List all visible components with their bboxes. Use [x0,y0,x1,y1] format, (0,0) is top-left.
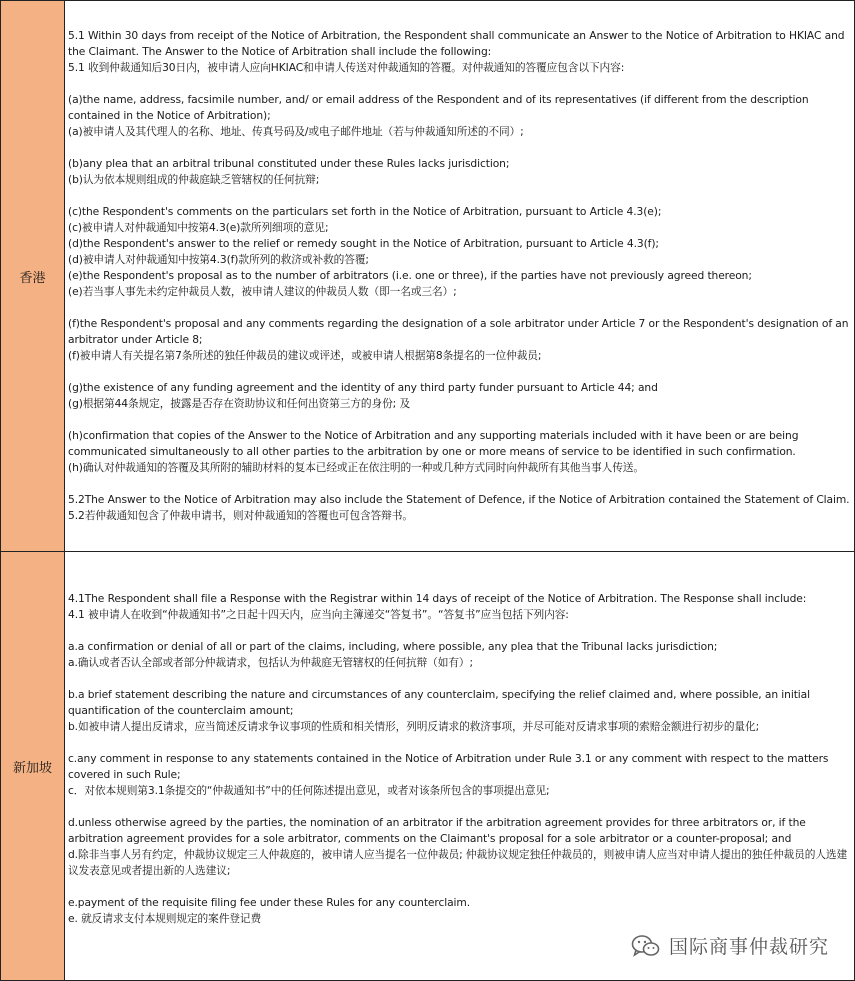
paragraph-line: b.如被申请人提出反请求，应当简述反请求争议事项的性质和相关情形，列明反请求的救济事项，并尽可能对反请求事项的索赔金额进行初步的量化; [68,720,760,733]
paragraph-line: c.any comment in response to any statements contained in the Notice of Arbitration under Rule 3.1 or any comment with respect to the matters covered in such Rule; [68,752,829,781]
paragraph-block [68,591,850,623]
paragraph-line: (a)the name, address, facsimile number, and/ or email address of the Respondent and of its representatives (if different from the description contained in the Notice of Arbitration); [68,93,809,122]
paragraph-block [68,92,850,140]
row-label-text: 香港 [19,270,46,286]
paragraph-line: 5.2The Answer to the Notice of Arbitration may also include the Statement of Defence, if the Notice of Arbitration contained the Statement of Claim. [68,493,850,506]
paragraph-line: 5.1 Within 30 days from receipt of the Notice of Arbitration, the Respondent shall communicate an Answer to the Notice of Arbitration to HKIAC and the Claimant. The Answer to the Notice of Arbitration shall include the following: [68,29,845,58]
rules-text-singapore [65,552,855,980]
paragraph-block [68,895,850,927]
row-singapore [0,551,855,981]
paragraph-line: (e)the Respondent's proposal as to the number of arbitrators (i.e. one or three), if the parties have not previously agreed thereon; [68,269,752,282]
paragraph-line: (c)被申请人对仲裁通知中按第4.3(e)款所列细项的意见; [68,221,329,234]
paragraph-block [68,815,850,879]
paragraph-block [68,751,850,799]
paragraph-line: e. 就反请求支付本规则规定的案件登记费 [68,912,262,925]
paragraph-block [68,639,850,671]
paragraph-line: (h)确认对仲裁通知的答覆及其所附的辅助材料的复本已经或正在依注明的一种或几种方式同时向仲裁所有其他当事人传送。 [68,461,644,474]
paragraph-block [68,204,850,300]
paragraph-line: e.payment of the requisite filing fee under these Rules for any counterclaim. [68,896,471,909]
paragraph-block [68,492,850,524]
paragraph-line: (b)认为依本规则组成的仲裁庭缺乏管辖权的任何抗辩; [68,173,320,186]
paragraph-line: 5.1 收到仲裁通知后30日内，被申请人应向HKIAC和申请人传送对仲裁通知的答覆。对仲裁通知的答覆应包含以下内容: [68,61,625,74]
paragraph-line: (h)confirmation that copies of the Answer to the Notice of Arbitration and any supporting materials included with it have been or are being communicated simultaneously to all other parties to the arbitration by one or more means of service to be identified in such confirmation. [68,429,799,458]
paragraph-line: (e)若当事人事先未约定仲裁员人数，被申请人建议的仲裁员人数（即一名或三名）; [68,285,457,298]
row-label-hong-kong [0,1,65,551]
paragraph-block [68,316,850,364]
paragraph-line: (d)被申请人对仲裁通知中按第4.3(f)款所列的救济或补救的答覆; [68,253,369,266]
paragraph-line: (f)the Respondent's proposal and any comments regarding the designation of a sole arbitrator under Article 7 or the Respondent's designation of an arbitrator under Article 8; [68,317,849,346]
paragraph-line: a.确认或者否认全部或者部分仲裁请求，包括认为仲裁庭无管辖权的任何抗辩（如有）; [68,656,473,669]
paragraph-block [68,380,850,412]
rules-text-hong-kong [65,1,855,551]
paragraph-line: d.除非当事人另有约定，仲裁协议规定三人仲裁庭的，被申请人应当提名一位仲裁员; 仲裁协议规定独任仲裁员的，则被申请人应当对申请人提出的独任仲裁员的人选建议发表意见或者提出新的人选建议; [68,848,848,877]
paragraph-block [68,28,850,76]
watermark-text: 国际商事仲裁研究 [668,936,829,958]
row-label-singapore [0,552,65,980]
paragraph-block [68,428,850,476]
paragraph-line: a.a confirmation or denial of all or part of the claims, including, where possible, any plea that the Tribunal lacks jurisdiction; [68,640,718,653]
paragraph-line: 4.1 被申请人在收到“仲裁通知书”之日起十四天内，应当向主簿递交“答复书”。“答复书”应当包括下列内容: [68,608,569,621]
wechat-watermark [631,932,829,959]
paragraph-line: (g)根据第44条规定，披露是否存在资助协议和任何出资第三方的身份; 及 [68,397,411,410]
paragraph-block [68,156,850,188]
paragraph-line: 5.2若仲裁通知包含了仲裁申请书，则对仲裁通知的答覆也可包含答辩书。 [68,509,413,522]
paragraph-line: (b)any plea that an arbitral tribunal constituted under these Rules lacks jurisdiction; [68,157,510,170]
paragraph-line: (c)the Respondent's comments on the particulars set forth in the Notice of Arbitration, pursuant to Article 4.3(e); [68,205,662,218]
paragraph-line: d.unless otherwise agreed by the parties, the nomination of an arbitrator if the arbitration agreement provides for three arbitrators or, if the arbitration agreement provides for a sole arbitrator, comments on the Claimant's proposal for a sole arbitrator or a counter-proposal; and [68,816,806,845]
paragraph-line: b.a brief statement describing the nature and circumstances of any counterclaim, specifying the relief claimed and, where possible, an initial quantification of the counterclaim amount; [68,688,810,717]
paragraph-line: (f)被申请人有关提名第7条所述的独任仲裁员的建议或评述，或被申请人根据第8条提名的一位仲裁员; [68,349,542,362]
paragraph-line: 4.1The Respondent shall file a Response with the Registrar within 14 days of receipt of the Notice of Arbitration. The Response shall include: [68,592,807,605]
paragraph-line: (g)the existence of any funding agreement and the identity of any third party funder pursuant to Article 44; and [68,381,658,394]
paragraph-block [68,687,850,735]
row-label-text: 新加坡 [12,760,52,776]
paragraph-line: c．对依本规则第3.1条提交的“仲裁通知书”中的任何陈述提出意见，或者对该条所包含的事项提出意见; [68,784,550,797]
paragraph-line: (d)the Respondent's answer to the relief or remedy sought in the Notice of Arbitration, pursuant to Article 4.3(f); [68,237,659,250]
paragraph-line: (a)被申请人及其代理人的名称、地址、传真号码及/或电子邮件地址（若与仲裁通知所述的不同）; [68,125,524,138]
wechat-icon [631,934,661,958]
